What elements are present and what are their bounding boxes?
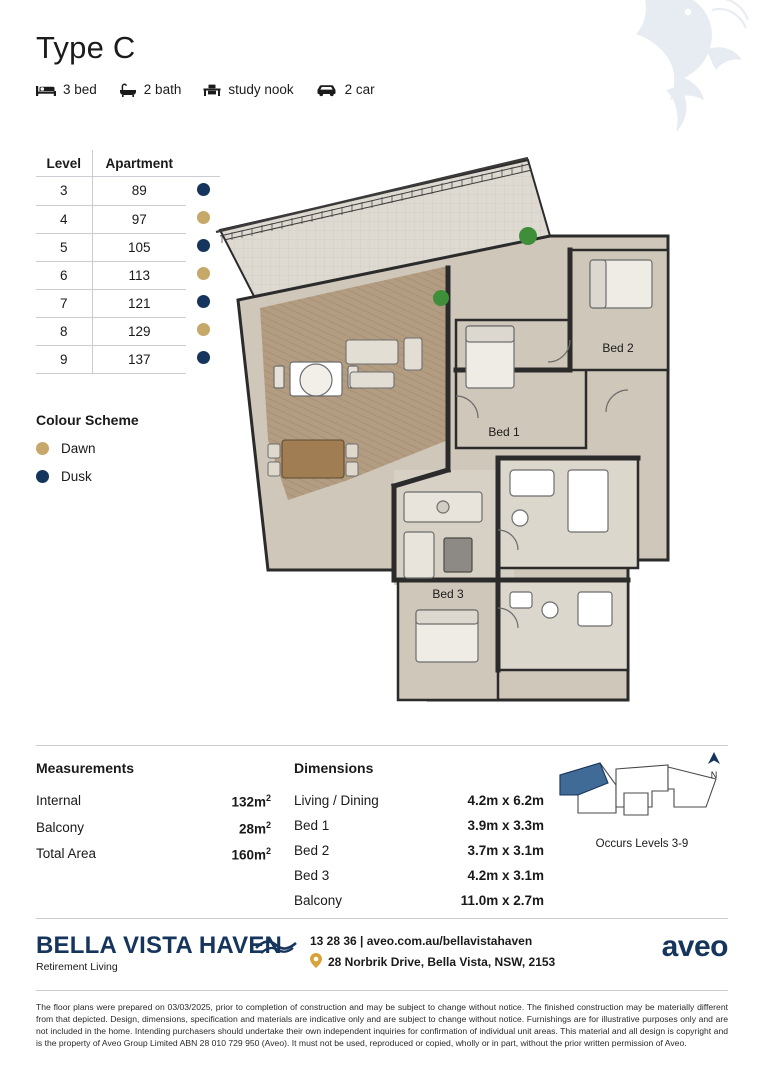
table-row [36,345,220,373]
bath-icon [119,83,137,97]
keyplan-diagram [556,755,722,827]
contact-address-text: 28 Norbrik Drive, Bella Vista, NSW, 2153 [328,955,556,969]
dimension-value: 4.2m x 3.1m [467,868,544,883]
dimension-row [294,813,544,838]
dimension-value: 3.9m x 3.3m [467,818,544,833]
cell-apartment: 137 [92,345,186,373]
dusk-swatch-icon [36,470,49,483]
spec-car [316,82,375,97]
colour-scheme-title: Colour Scheme [36,412,139,428]
cell-apartment: 129 [92,317,186,345]
north-indicator [706,751,722,780]
floorplan-illustration [198,140,718,720]
room-label-bed2: Bed 2 [602,341,634,355]
level-apartment-table [36,150,220,374]
measurement-label: Internal [36,793,82,808]
contact-phone-web[interactable]: 13 28 36 | aveo.com.au/bellavistahaven [310,934,533,948]
table-row [36,317,220,345]
room-label-bed1: Bed 1 [488,425,520,439]
colour-scheme-dawn [36,441,96,456]
dimension-label: Bed 2 [294,843,330,858]
dimension-value: 4.2m x 6.2m [467,793,544,808]
table-row [36,289,220,317]
table-row [36,205,220,233]
divider-disclaimer [36,990,728,991]
cell-level: 8 [36,317,92,345]
cell-level: 6 [36,261,92,289]
north-arrow-icon [706,751,722,767]
dimension-value: 11.0m x 2.7m [460,893,544,908]
brand-block [36,932,282,973]
spec-car-label: 2 car [344,82,375,97]
column-header-level: Level [36,150,92,177]
cell-level: 5 [36,233,92,261]
dimension-row [294,863,544,888]
dimensions-section [294,760,544,913]
measurements-section [36,760,271,868]
cell-level: 4 [36,205,92,233]
cell-apartment: 113 [92,261,186,289]
dimension-row [294,788,544,813]
divider-top [36,745,728,746]
brand-subtitle: Retirement Living [36,961,118,973]
wave-icon [255,936,297,961]
cell-level: 9 [36,345,92,373]
dimension-row [294,888,544,913]
measurement-label: Total Area [36,846,97,861]
cell-apartment: 97 [92,205,186,233]
dimension-label: Living / Dining [294,793,379,808]
bird-watermark-icon [584,0,754,140]
dimensions-title: Dimensions [294,760,374,776]
dimension-label: Balcony [294,893,343,908]
measurement-label: Balcony [36,819,85,835]
disclaimer-text: The floor plans were prepared on 03/03/2025, prior to completion of construction and may be subject to change without notice. The finished construction may be materially different from that depicted. Design, dimensions, specification and materials are indicative only and are subject to change without notice. Furnishings are for illustrative purposes only and are not included in the home. Intending purchasers should undertake their own independent inquiries for confirmation of individual unit areas. This material and all design is copyright and is the property of Aveo Group Limited ABN 28 010 729 950 (Aveo). It must not be used, reproduced or copied, wholly or in part, without the prior written permission of Aveo. [36,1002,728,1048]
bed-icon [36,83,56,97]
contact-address [310,953,555,971]
spec-study [203,82,293,97]
divider-footer-top [36,918,728,919]
north-label: N [710,770,718,780]
location-pin-icon [310,953,322,971]
brand-name: BELLA VISTA HAVEN [36,932,283,959]
spec-bath [119,82,182,97]
dusk-label: Dusk [61,469,92,484]
spec-summary [36,82,375,97]
dimension-label: Bed 3 [294,868,330,883]
car-icon [316,83,338,97]
desk-icon [203,83,221,97]
measurement-value: $28m^2$ [238,819,271,836]
table-header-row [36,150,220,177]
colour-scheme-dusk [36,469,92,484]
page-title: Type C [36,30,136,65]
contact-block [310,934,555,971]
column-header-apartment: Apartment [92,150,186,177]
spec-bath-label: 2 bath [143,82,182,97]
measurement-row [36,788,271,815]
dimension-row [294,838,544,863]
measurement-value: $132m^2$ [231,793,271,810]
table-row [36,261,220,289]
keyplan-section [556,755,728,850]
cell-level: 3 [36,177,92,206]
cell-apartment: 121 [92,289,186,317]
table-row [36,177,220,206]
cell-level: 7 [36,289,92,317]
spec-study-label: study nook [228,82,294,97]
cell-apartment: 89 [92,177,186,206]
measurement-row [36,815,271,842]
dawn-label: Dawn [61,441,96,456]
dimension-value: 3.7m x 3.1m [467,843,544,858]
measurements-title: Measurements [36,760,135,776]
spec-bed-label: 3 bed [63,82,97,97]
aveo-logo: aveo [661,930,728,963]
keyplan-caption: Occurs Levels 3-9 [595,838,689,850]
cell-apartment: 105 [92,233,186,261]
dawn-swatch-icon [36,442,49,455]
spec-bed [36,82,97,97]
dimension-label: Bed 1 [294,818,330,833]
table-row [36,233,220,261]
room-label-bed3: Bed 3 [432,587,464,601]
measurement-value: $160m^2$ [231,846,271,863]
measurement-row [36,841,271,868]
